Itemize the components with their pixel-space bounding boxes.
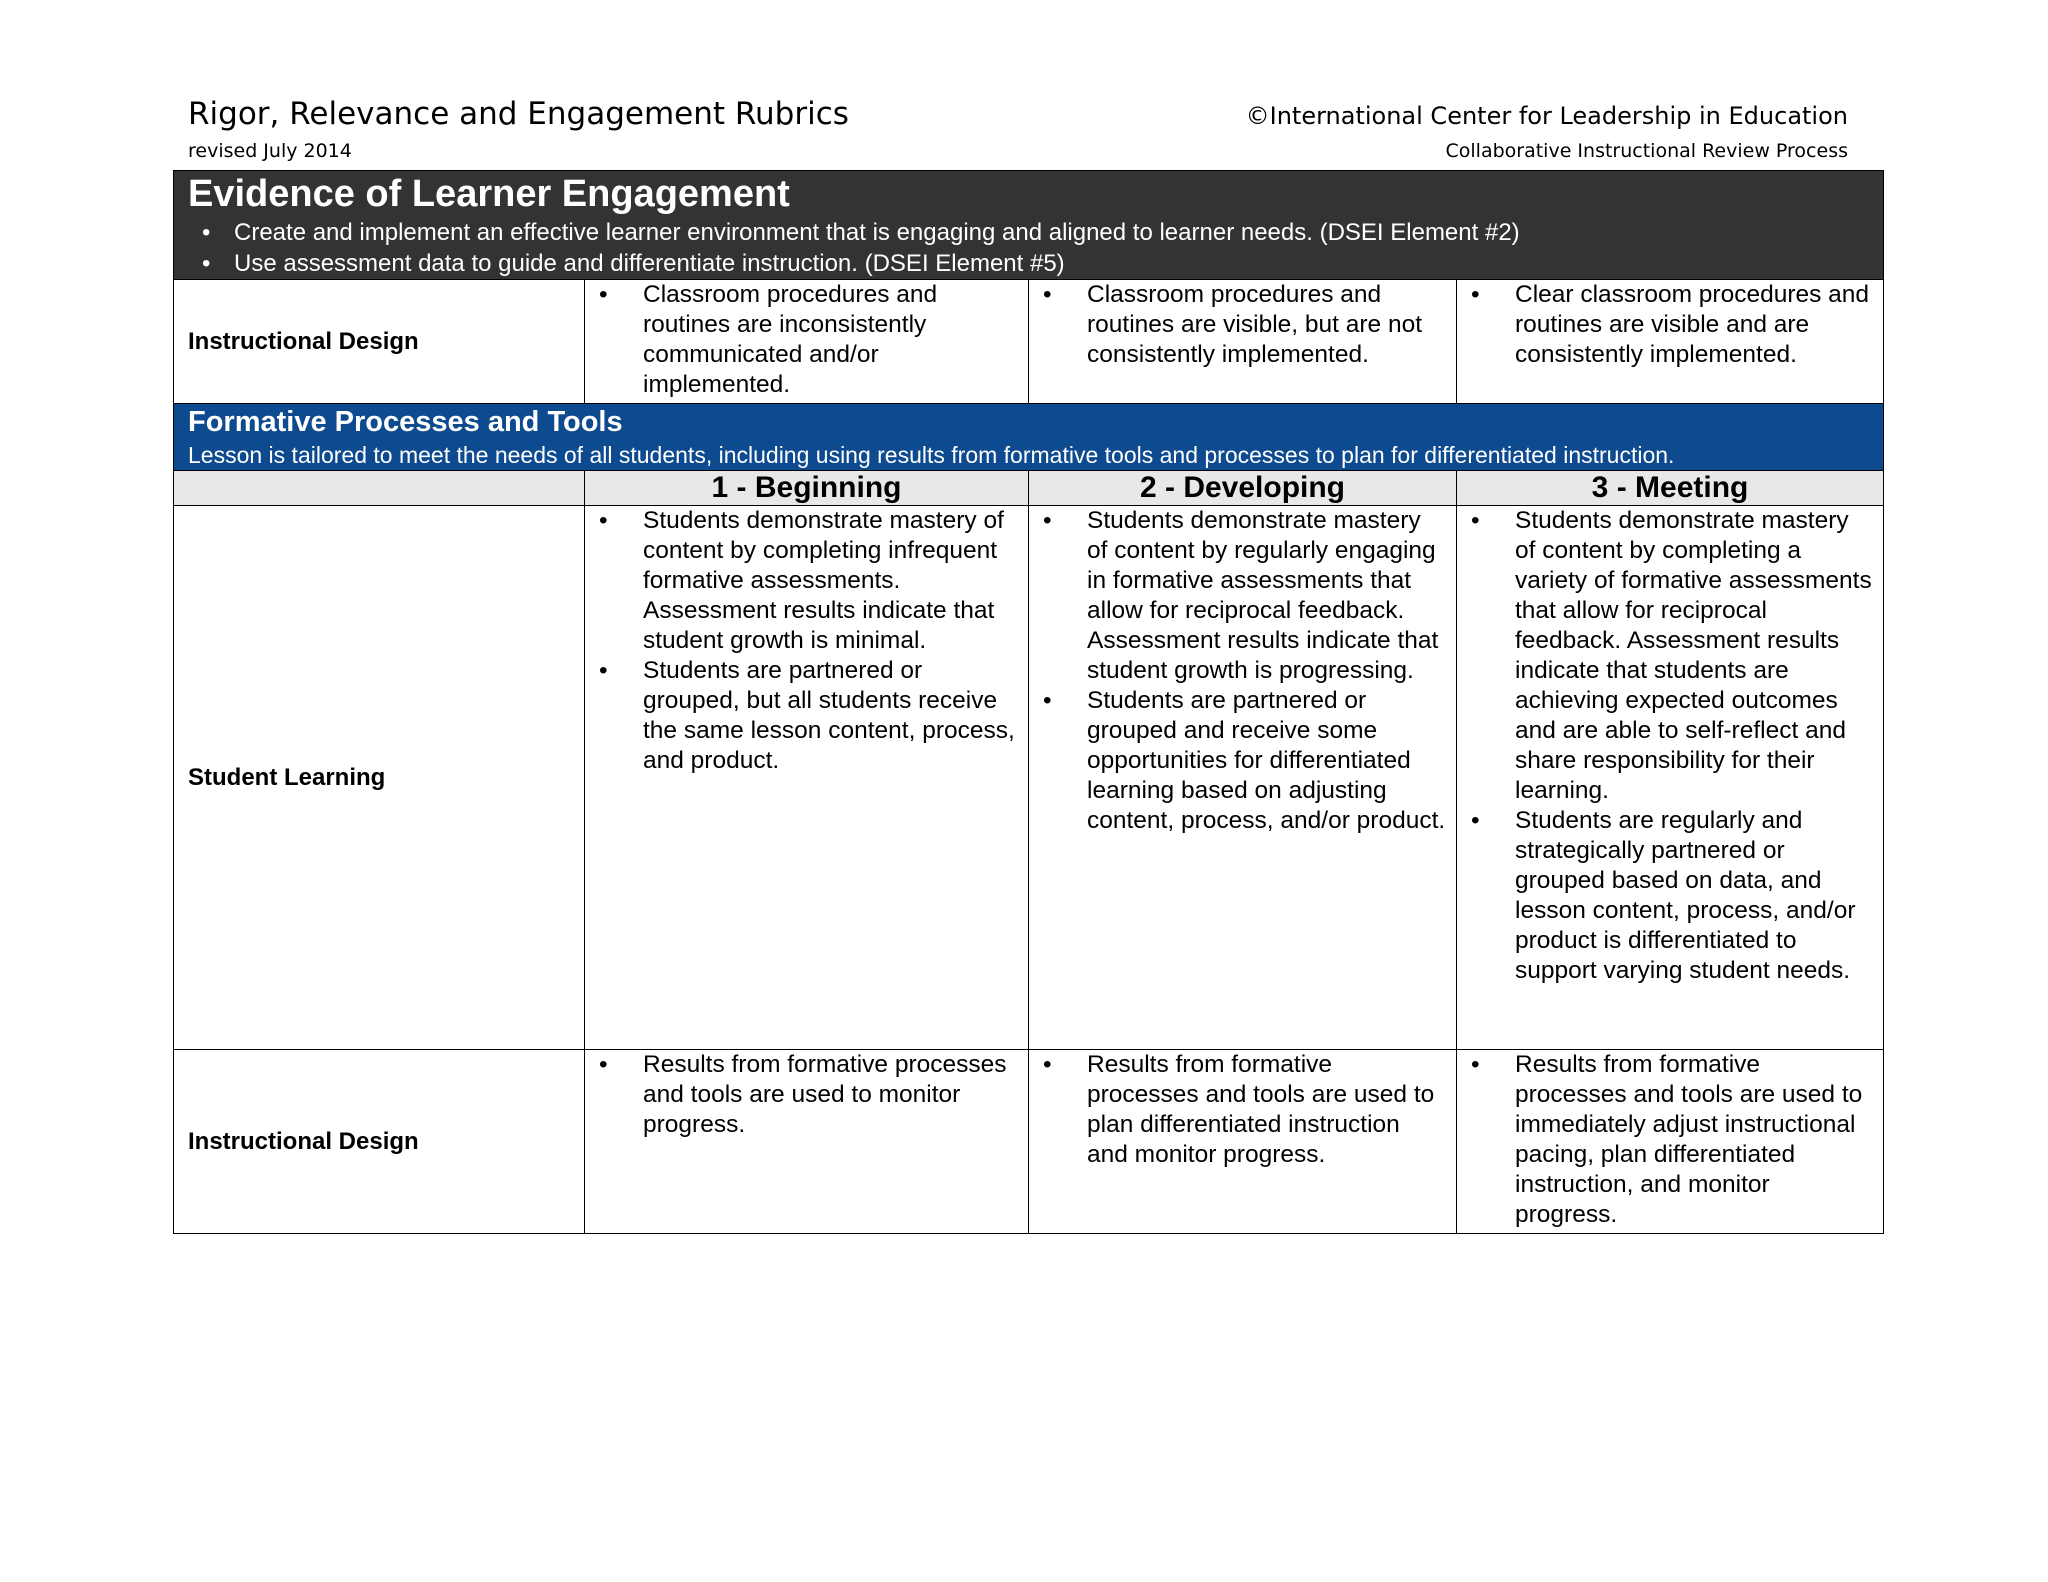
list-item: • Results from formative processes and tools are used to plan differentiated instruction and monitor progress.: [1043, 1051, 1435, 1168]
table-row: [174, 1050, 1884, 1234]
level-header-developing: 2 - Developing: [1029, 471, 1457, 506]
revision-date: revised July 2014: [188, 140, 352, 162]
copyright-notice: ©International Center for Leadership in Education: [1245, 102, 1848, 130]
bullet-icon: •: [1043, 687, 1052, 714]
level-header-row: [174, 471, 1884, 506]
table-row: [174, 506, 1884, 1050]
cell-beginning: [585, 506, 1029, 1050]
list-item: • Students demonstrate mastery of content by completing infrequent formative assessments. Assessment results indicate that student growth is minimal.: [599, 507, 1004, 654]
bullet-icon: •: [1043, 507, 1052, 534]
section-title: Evidence of Learner Engagement: [188, 173, 790, 215]
list-item: • Clear classroom procedures and routines are visible and are consistently implemented.: [1471, 281, 1870, 368]
list-item: • Students demonstrate mastery of content by completing a variety of formative assessments that allow for reciprocal feedback. Assessment results indicate that students are achieving expected outcomes and are able to self-reflect and share responsibility for their learning.: [1471, 507, 1872, 804]
bullet-icon: •: [599, 281, 608, 308]
bullet-icon: •: [1471, 807, 1480, 834]
list-item: • Classroom procedures and routines are inconsistently communicated and/or implemented.: [599, 281, 938, 398]
bullet-icon: •: [1471, 281, 1480, 308]
bullet-icon: •: [1471, 1051, 1480, 1078]
bullet-icon: •: [1043, 281, 1052, 308]
level-header-beginning: 1 - Beginning: [585, 471, 1029, 506]
cell-developing: [1029, 506, 1457, 1050]
objective-item: • Use assessment data to guide and differentiate instruction. (DSEI Element #5): [202, 250, 1065, 277]
cell-beginning: [585, 1050, 1029, 1234]
bullet-icon: •: [202, 250, 211, 277]
bullet-icon: •: [1043, 1051, 1052, 1078]
list-item: • Students demonstrate mastery of content by regularly engaging in formative assessments that allow for reciprocal feedback. Assessment results indicate that student growth is progressing.: [1043, 507, 1439, 684]
level-header-meeting: 3 - Meeting: [1457, 471, 1884, 506]
bullet-icon: •: [599, 657, 608, 684]
row-label: Instructional Design: [174, 280, 585, 404]
rubric-table: [173, 170, 1884, 1234]
objective-item: • Create and implement an effective learner environment that is engaging and aligned to learner needs. (DSEI Element #2): [202, 219, 1520, 246]
list-item: • Classroom procedures and routines are visible, but are not consistently implemented.: [1043, 281, 1423, 368]
bullet-icon: •: [1471, 507, 1480, 534]
section-description: Lesson is tailored to meet the needs of all students, including using results from formative tools and processes to plan for differentiated instruction.: [188, 442, 1675, 468]
page-header: [188, 96, 1848, 166]
row-label: Instructional Design: [174, 1050, 585, 1234]
engagement-banner: [174, 171, 1884, 280]
section-banner-engagement: [174, 171, 1884, 280]
list-item: • Students are partnered or grouped, but all students receive the same lesson content, process, and product.: [599, 657, 1015, 774]
section-banner-formative: [174, 404, 1884, 471]
list-item: • Students are partnered or grouped and receive some opportunities for differentiated learning based on adjusting content, process, and/or product.: [1043, 687, 1446, 834]
objective-list: [188, 217, 1869, 279]
section-title: Formative Processes and Tools: [188, 406, 623, 438]
document-title: Rigor, Relevance and Engagement Rubrics: [188, 96, 849, 132]
cell-meeting: [1457, 280, 1884, 404]
formative-banner: [174, 404, 1884, 471]
list-item: • Results from formative processes and tools are used to monitor progress.: [599, 1051, 1007, 1138]
cell-beginning: [585, 280, 1029, 404]
list-item: • Students are regularly and strategically partnered or grouped based on data, and lesson content, process, and/or product is differentiated to support varying student needs.: [1471, 807, 1856, 984]
bullet-icon: •: [202, 219, 211, 246]
bullet-icon: •: [599, 507, 608, 534]
list-item: • Results from formative processes and tools are used to immediately adjust instructional pacing, plan differentiated instruction, and monitor progress.: [1471, 1051, 1863, 1228]
table-row: [174, 280, 1884, 404]
cell-developing: [1029, 280, 1457, 404]
cell-meeting: [1457, 1050, 1884, 1234]
process-name: Collaborative Instructional Review Process: [1445, 140, 1848, 162]
bullet-icon: •: [599, 1051, 608, 1078]
row-label: Student Learning: [174, 506, 585, 1050]
cell-developing: [1029, 1050, 1457, 1234]
level-header-blank: [174, 471, 585, 506]
cell-meeting: [1457, 506, 1884, 1050]
